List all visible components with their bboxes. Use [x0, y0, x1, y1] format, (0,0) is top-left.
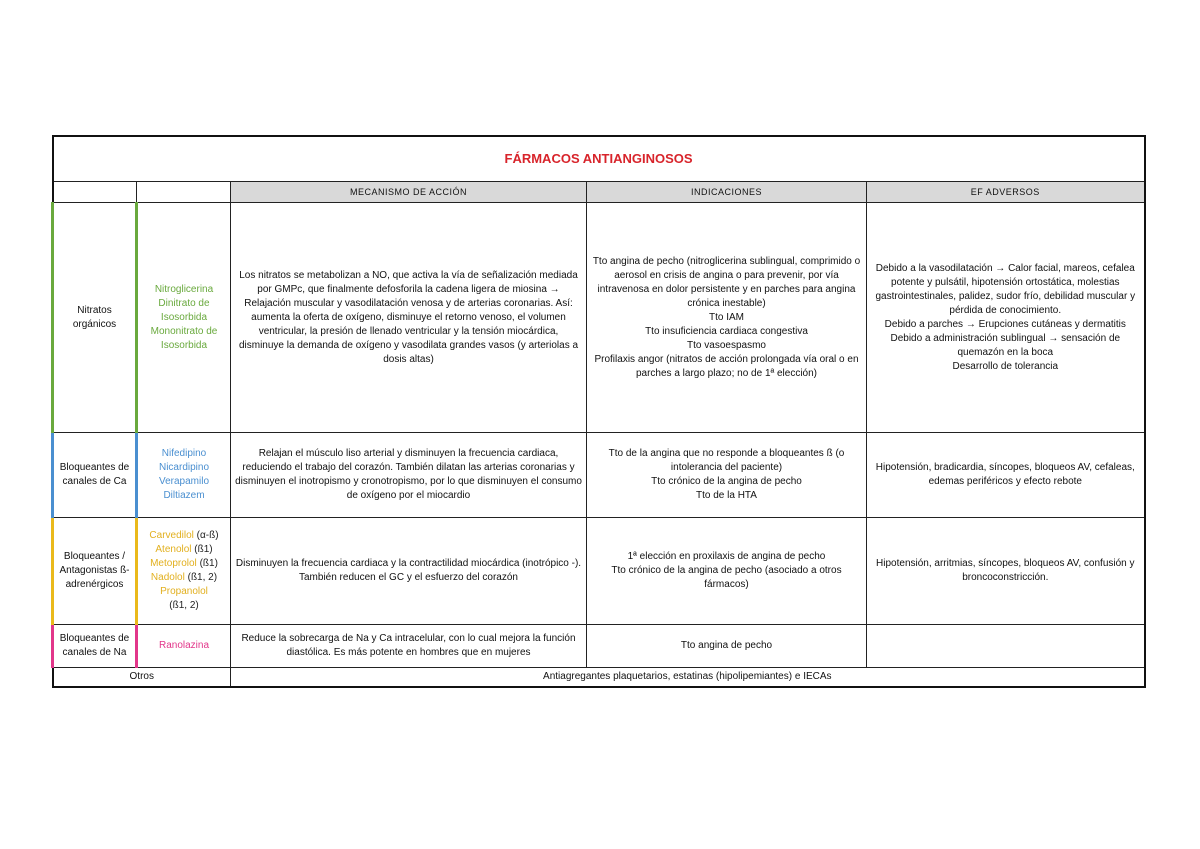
drug-selectivity: (ß1) [191, 544, 213, 555]
header-indicaciones: INDICACIONES [587, 182, 867, 203]
group-cell: Nitratos orgánicos [53, 203, 137, 433]
drug-selectivity: (α-ß) [193, 530, 219, 541]
antianginal-drugs-table [51, 135, 1146, 688]
drug-name: Dinitrato de Isosorbida [158, 297, 210, 323]
table-row-beta [53, 518, 1145, 625]
drug-name: Diltiazem [163, 490, 205, 501]
adverse-effects-cell: Debido a la vasodilatación → Calor facial, mareos, cefalea potente y pulsátil, hipotensión ortostática, molestias gastrointestinales, palidez, sudor frío, debilidad muscular y pérdida de conocimiento. Debido a parches → Erupciones cutáneas y dermatitis Debido a administración sublingual → sensación de quemazón en la boca Desarrollo de tolerancia [867, 203, 1145, 433]
header-efectos: EF ADVERSOS [867, 182, 1145, 203]
header-blank-drug [137, 182, 231, 203]
mechanism-cell: Los nitratos se metabolizan a NO, que activa la vía de señalización mediada por GMPc, que finalmente defosforila la cadena ligera de miosina → Relajación muscular y vasodilatación venosa y de arterias coronarias. Así: aumenta la oferta de oxígeno, disminuye el retorno venoso, el volumen ventricular, la presión de llenado ventricular y la tensión miocárdica, disminuye la demanda de oxígeno y vasodilata grandes vasos (y arteriolas a dosis altas) [231, 203, 587, 433]
drug-name: Atenolol [155, 544, 192, 555]
table-title: FÁRMACOS ANTIANGINOSOS [53, 136, 1145, 182]
adverse-effects-cell: Hipotensión, arritmias, síncopes, bloqueos AV, confusión y broncoconstricción. [867, 518, 1145, 625]
drug-name: Nadolol [150, 572, 185, 583]
adverse-effects-cell: Hipotensión, bradicardia, síncopes, bloqueos AV, cefaleas, edemas periféricos y efecto rebote [867, 433, 1145, 518]
header-blank-group [53, 182, 137, 203]
table-row-calcio [53, 433, 1145, 518]
table-row-otros [53, 668, 1145, 688]
drug-selectivity: (ß1, 2) [184, 572, 218, 583]
mechanism-cell: Disminuyen la frecuencia cardiaca y la contractilidad miocárdica (inotrópico -). También reducen el GC y el esfuerzo del corazón [231, 518, 587, 625]
indications-cell: Tto angina de pecho (nitroglicerina sublingual, comprimido o aerosol en crisis de angina o para prevenir, por vía intravenosa en dolor persistente y en parches para angina crónica inestable) Tto IAM Tto insuficiencia cardiaca congestiva Tto vasoespasmo Profilaxis angor (nitratos de acción prolongada vía oral o en parches a largo plazo; no de 1ª elección) [587, 203, 867, 433]
drug-name: Nitroglicerina [154, 283, 214, 295]
table-row-sodio [53, 625, 1145, 668]
drug-name: Ranolazina [158, 640, 210, 651]
drug-name: Nicardipino [158, 462, 210, 473]
adverse-effects-cell [867, 625, 1145, 668]
group-cell: Bloqueantes / Antagonistas ß-adrenérgicos [53, 518, 137, 625]
header-mecanismo: MECANISMO DE ACCIÓN [231, 182, 587, 203]
drug-name: Verapamilo [158, 476, 210, 487]
otros-text: Antiagregantes plaquetarios, estatinas (hipolipemiantes) e IECAs [231, 668, 1145, 688]
group-cell: Bloqueantes de canales de Ca [53, 433, 137, 518]
drug-name: Carvedilol [149, 530, 194, 541]
drug-list [137, 203, 231, 433]
table-row-nitratos [53, 203, 1145, 433]
indications-cell: 1ª elección en proxilaxis de angina de pecho Tto crónico de la angina de pecho (asociado a otros fármacos) [587, 518, 867, 625]
otros-label: Otros [53, 668, 231, 688]
drug-name: Nifedipino [161, 448, 207, 459]
group-cell: Bloqueantes de canales de Na [53, 625, 137, 668]
mechanism-cell: Relajan el músculo liso arterial y disminuyen la frecuencia cardiaca, reduciendo el trabajo del corazón. También dilatan las arterias coronarias y disminuyen el inotropismo y cronotropismo, por lo que disminuyen el consumo de oxígeno por el miocardio [231, 433, 587, 518]
indications-cell: Tto angina de pecho [587, 625, 867, 668]
drug-selectivity: (ß1) [196, 558, 218, 569]
drug-name: Mononitrato de Isosorbida [150, 325, 218, 351]
drug-list [137, 433, 231, 518]
indications-cell: Tto de la angina que no responde a bloqueantes ß (o intolerancia del paciente) Tto crónico de la angina de pecho Tto de la HTA [587, 433, 867, 518]
drug-selectivity: (ß1, 2) [169, 600, 199, 611]
drug-list [137, 625, 231, 668]
drug-name: Metoprolol [150, 558, 197, 569]
mechanism-cell: Reduce la sobrecarga de Na y Ca intracelular, con lo cual mejora la función diastólica. Es más potente en hombres que en mujeres [231, 625, 587, 668]
drug-name: Propanolol [160, 586, 208, 597]
drug-list [137, 518, 231, 625]
